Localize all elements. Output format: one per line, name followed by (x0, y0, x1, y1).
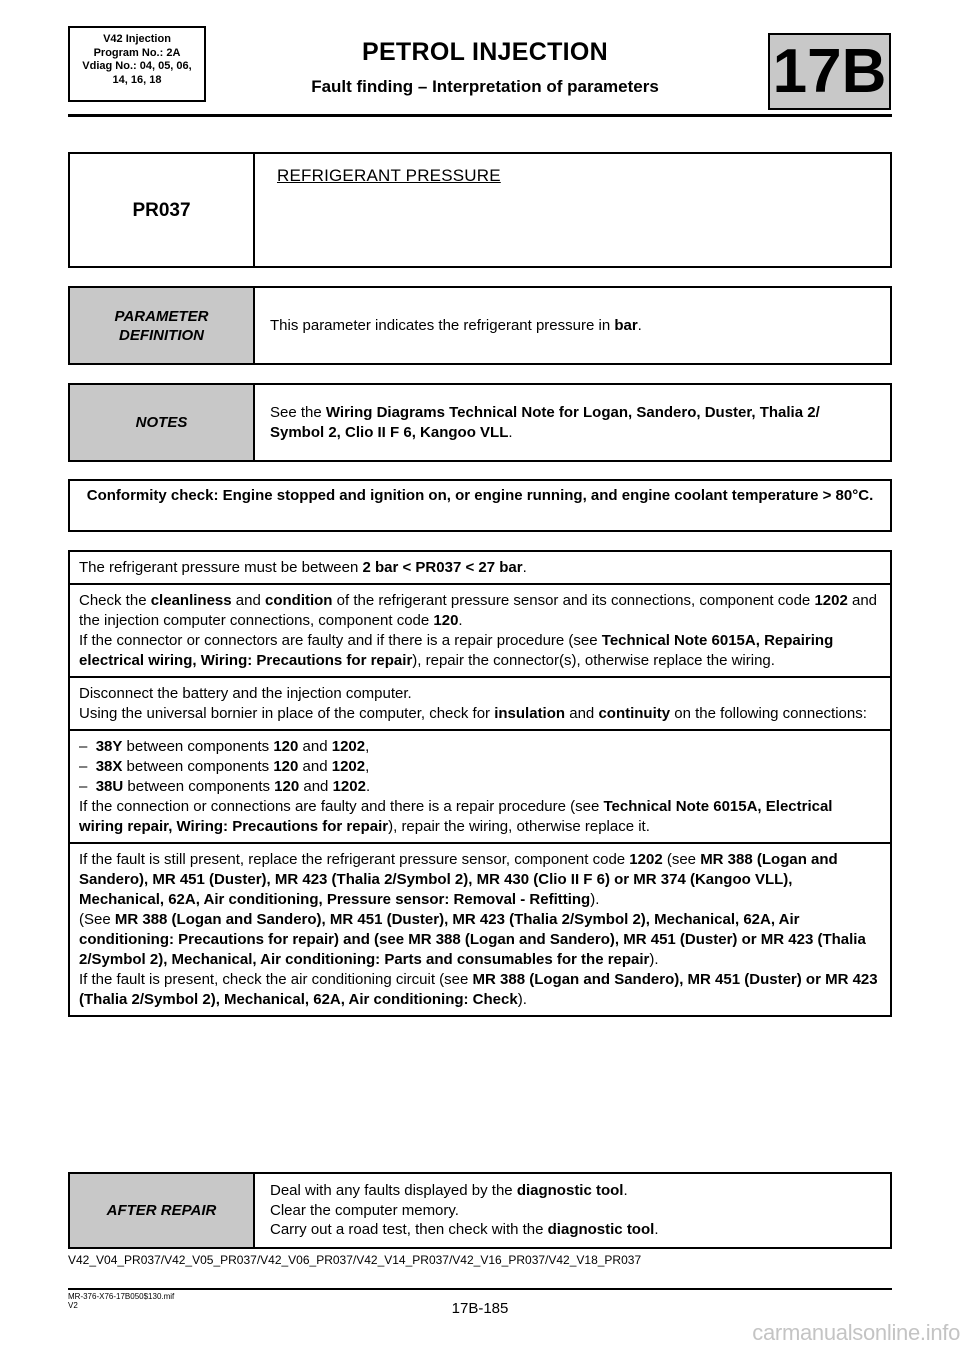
definition-unit: bar (614, 316, 638, 334)
doc-version: V2 (68, 1301, 78, 1310)
after-repair-period: . (623, 1182, 628, 1200)
step-text: ). (517, 991, 527, 1008)
after-repair-bold: diagnostic tool (516, 1182, 624, 1200)
step-bold: MR 388 (Logan and Sandero), MR 451 (Duster), MR 423 (Thalia 2/Symbol 2), Mechanical, 62A, Air conditioning: Precautions for repair) and (see MR 388 (Logan and Sandero), MR 451 (Duster) or MR 423 (Thalia 2/Symbol 2), Mechanical, Air conditioning: Parts and consumables for the repair (79, 911, 866, 968)
component-code: 120 (273, 738, 299, 755)
notes-row (68, 383, 892, 462)
page-title: PETROL INJECTION (361, 38, 609, 66)
step-text: between components (122, 738, 274, 755)
notes-label: NOTES (70, 385, 255, 460)
diagnostic-steps (68, 550, 892, 1017)
step-text: ), repair the connector(s), otherwise replace the wiring. (412, 652, 775, 669)
step-bold: Technical Note 6015A, Electrical wiring repair, Wiring: Precautions for repair (79, 798, 833, 835)
step-replace-sensor (70, 844, 890, 1015)
footer-doc-ref (68, 1292, 174, 1310)
step-check-connections: Check the cleanliness and condition of the refrigerant pressure sensor and its connections, component code 1202 and the injection computer connections, component code 120. If the connector or connectors are faulty and if there is a repair procedure (see Technical Note 6015A, Repairing electrical wiring, Wiring: Precautions for repair), repair the connector(s), otherwise replace the wiring. (70, 585, 890, 678)
step-text: of the refrigerant pressure sensor and its connections, component code (332, 592, 815, 609)
program-info-line: V42 Injection (103, 33, 171, 45)
definition-text-body: This parameter indicates the refrigerant pressure in (270, 316, 615, 334)
definition-label (70, 288, 255, 363)
step-bold: 120 (433, 612, 459, 629)
after-repair-row (68, 1172, 892, 1249)
after-repair-line: Carry out a road test, then check with the (270, 1221, 548, 1239)
definition-label-line: PARAMETER (114, 307, 209, 325)
conformity-check: Conformity check: Engine stopped and ignition on, or engine running, and engine coolant temperature > 80°C. (68, 479, 892, 532)
step-bold: 1202 (814, 592, 848, 609)
step-text: and (298, 758, 332, 775)
step-text: and (231, 592, 265, 609)
step-pressure-range: The refrigerant pressure must be between 2 bar < PR037 < 27 bar. (70, 552, 890, 585)
doc-ref: MR-376-X76-17B050$130.mif (68, 1292, 175, 1301)
after-repair-line: Clear the computer memory. (270, 1201, 459, 1219)
step-bold: MR 388 (Logan and Sandero), MR 451 (Duster) or MR 423 (Thalia 2/Symbol 2), Mechanical, 62A, Air conditioning: Check (79, 971, 878, 1008)
step-text: If the fault is present, check the air conditioning circuit (see (79, 971, 473, 988)
step-text: ). (590, 891, 600, 908)
header-divider (68, 114, 892, 117)
wire-id: 38X (95, 758, 123, 775)
step-bold: cleanliness (150, 592, 232, 609)
component-code: 120 (273, 758, 299, 775)
step-text: ), repair the wiring, otherwise replace it. (388, 818, 650, 835)
footer-divider (68, 1288, 892, 1290)
step-text: If the fault is still present, replace the refrigerant pressure sensor, component code (79, 851, 630, 868)
step-text: Check the (79, 592, 151, 609)
step-bold: condition (264, 592, 333, 609)
after-repair-line: Deal with any faults displayed by the (270, 1182, 517, 1200)
step-text: and (299, 778, 333, 795)
component-code: 1202 (332, 778, 366, 795)
step-bold: MR 388 (Logan and Sandero), MR 451 (Duster), MR 423 (Thalia 2/Symbol 2), MR 430 (Clio II F 6) or MR 374 (Kangoo VLL), Mechanical, 62A, Air conditioning, Pressure sensor: Removal - Refitting (79, 851, 838, 908)
definition-text: This parameter indicates the refrigerant pressure in bar. (270, 316, 642, 334)
step-bold: 1202 (629, 851, 663, 868)
program-info-box (68, 26, 206, 102)
step-text: between components (123, 778, 275, 795)
after-repair-bold: diagnostic tool (547, 1221, 655, 1239)
component-code: 1202 (331, 738, 366, 755)
step-bold: insulation (494, 705, 566, 722)
section-code-badge: 17B (768, 33, 891, 110)
watermark: carmanualsonline.info (752, 1320, 960, 1345)
after-repair-label: AFTER REPAIR (70, 1174, 255, 1247)
page-number: 17B-185 (451, 1300, 509, 1317)
program-info-line: Program No.: 2A (93, 46, 181, 59)
connection-item: – 38X between components 120 and 1202, (79, 758, 370, 775)
after-repair-period: . (654, 1221, 659, 1239)
step-text: and the injection computer connections, component code (79, 592, 878, 629)
definition-label-line: DEFINITION (118, 326, 204, 344)
step-text: and (298, 738, 332, 755)
step-text: Disconnect the battery and the injection computer. (79, 685, 412, 702)
step-text: (See (79, 911, 115, 928)
step-text: The refrigerant pressure must be between (79, 559, 363, 576)
wire-id: 38U (95, 778, 124, 795)
step-text: If the connection or connections are faulty and there is a repair procedure (see (79, 798, 604, 815)
connection-item: – 38U between components 120 and 1202. (79, 778, 371, 795)
component-code: 1202 (331, 758, 366, 775)
notes-reference: Wiring Diagrams Technical Note for Logan, Sandero, Duster, Thalia 2/ Symbol 2, Clio II F 6, Kangoo VLL (270, 404, 820, 441)
parameter-references: V42_V04_PR037/V42_V05_PR037/V42_V06_PR037/V42_V14_PR037/V42_V16_PR037/V42_V18_PR037 (68, 1253, 642, 1267)
program-info-line: Vdiag No.: 04, 05, 06, (82, 60, 192, 72)
component-code: 120 (274, 778, 300, 795)
notes-text: See the Wiring Diagrams Technical Note for Logan, Sandero, Duster, Thalia 2/ Symbol 2, Clio II F 6, Kangoo VLL. (270, 404, 820, 441)
step-bold: Technical Note 6015A, Repairing electrical wiring, Wiring: Precautions for repair (79, 632, 834, 669)
parameter-code: PR037 (70, 154, 255, 266)
program-info-line: 14, 16, 18 (112, 73, 162, 86)
page-subtitle: Fault finding – Interpretation of parameters (311, 77, 659, 96)
after-repair-text (255, 1174, 890, 1247)
step-bold: continuity (598, 705, 671, 722)
step-bold: 2 bar < PR037 < 27 bar (362, 559, 523, 576)
parameter-header (68, 152, 892, 268)
parameter-name: REFRIGERANT PRESSURE (277, 166, 501, 185)
step-disconnect (70, 678, 890, 731)
step-text: If the connector or connectors are faulty and if there is a repair procedure (see (79, 632, 602, 649)
step-text: and (565, 705, 599, 722)
step-text: Using the universal bornier in place of the computer, check for (79, 705, 495, 722)
parameter-definition-row (68, 286, 892, 365)
connection-item: – 38Y between components 120 and 1202, (79, 738, 370, 755)
notes-prefix: See the (270, 404, 326, 421)
step-text: ). (649, 951, 659, 968)
step-text: on the following connections: (670, 705, 867, 722)
wire-id: 38Y (95, 738, 123, 755)
step-connections (70, 731, 890, 844)
step-text: (see (662, 851, 701, 868)
step-text: between components (122, 758, 274, 775)
